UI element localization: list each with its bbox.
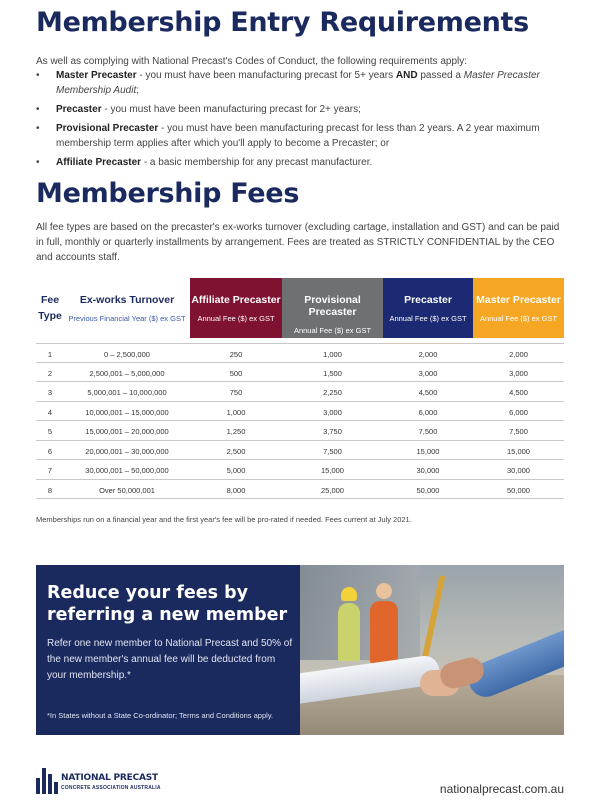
table-row xyxy=(36,480,564,500)
header-fee-type-line2: Type xyxy=(38,310,62,322)
cell-fee-type: 7 xyxy=(47,466,53,475)
header-provisional xyxy=(282,278,383,338)
cell-master: 2,000 xyxy=(509,350,528,359)
requirement-precaster xyxy=(36,102,556,117)
cell-affiliate: 750 xyxy=(229,388,243,397)
header-turnover-title: Ex-works Turnover xyxy=(79,294,175,306)
cell-precaster: 30,000 xyxy=(416,466,440,475)
cell-master: 50,000 xyxy=(507,485,530,495)
cell-turnover: 20,000,001 – 30,000,000 xyxy=(85,446,169,456)
header-precaster-sub: Annual Fee ($) ex GST xyxy=(389,314,467,323)
requirement-term: Master Precaster xyxy=(56,70,137,81)
header-affiliate-title: Affiliate Precaster xyxy=(191,294,281,306)
header-affiliate-sub: Annual Fee ($) ex GST xyxy=(197,314,275,323)
requirement-text: - you must have been manufacturing precast for 5+ years xyxy=(136,70,396,81)
header-provisional-sub: Annual Fee ($) ex GST xyxy=(293,326,372,335)
cell-affiliate: 500 xyxy=(229,368,243,378)
header-provisional-title: Provisional Precaster xyxy=(304,294,361,318)
cell-affiliate: 1,250 xyxy=(226,427,246,436)
fees-table xyxy=(36,278,564,499)
cell-precaster: 3,000 xyxy=(418,368,438,378)
cell-fee-type: 5 xyxy=(47,427,53,436)
header-fee-type xyxy=(36,278,64,338)
cell-provisional: 1,000 xyxy=(323,350,342,359)
header-fee-type-line1: Fee xyxy=(40,294,60,306)
photo-worker-head xyxy=(376,583,392,599)
cell-turnover: Over 50,000,001 xyxy=(99,485,155,495)
photo-crane xyxy=(421,575,446,664)
cell-fee-type: 3 xyxy=(47,388,53,397)
referral-promo xyxy=(36,565,564,735)
requirement-text: - you must have been manufacturing precast for less than 2 years. A 2 year maximum membership term applies after which you'll apply to become a Precaster; or xyxy=(56,123,540,149)
bullet: • xyxy=(36,123,40,134)
cell-master: 3,000 xyxy=(509,368,528,378)
table-row xyxy=(36,441,564,461)
logo-bars-icon xyxy=(36,768,58,794)
cell-precaster: 2,000 xyxy=(418,350,438,359)
cell-precaster: 4,500 xyxy=(418,388,438,397)
cell-fee-type: 6 xyxy=(47,446,53,456)
cell-fee-type: 2 xyxy=(47,368,53,378)
cell-provisional: 3,000 xyxy=(323,407,342,417)
requirement-strong: AND xyxy=(395,70,418,81)
fees-footnote: Memberships run on a financial year and the first year's fee will be pro-rated if needed. Fees current at July 2021. xyxy=(36,515,412,524)
promo-title: Reduce your fees by referring a new member xyxy=(47,583,288,625)
cell-turnover: 5,000,001 – 10,000,000 xyxy=(87,388,167,397)
photo-hardhat xyxy=(341,587,357,601)
requirement-text: - you must have been manufacturing precast for 2+ years; xyxy=(101,104,361,115)
table-row xyxy=(36,363,564,383)
photo-building xyxy=(300,565,420,660)
cell-affiliate: 5,000 xyxy=(226,466,246,475)
national-precast-logo xyxy=(36,768,186,794)
cell-provisional: 1,500 xyxy=(323,368,342,378)
requirement-master xyxy=(36,68,556,98)
requirement-term: Affiliate Precaster xyxy=(56,157,142,168)
cell-fee-type: 1 xyxy=(47,350,53,359)
table-row xyxy=(36,460,564,480)
requirement-text: passed a xyxy=(417,70,464,81)
table-row xyxy=(36,421,564,441)
cell-affiliate: 1,000 xyxy=(226,407,246,417)
requirement-text: - a basic membership for any precast manufacturer. xyxy=(141,157,373,168)
fees-intro: All fee types are based on the precaster's ex-works turnover (excluding cartage, installation and GST) and can be paid in full, monthly or quarterly installments by arrangement. Fees are treated as STRICTLY CONFIDENTIAL by the CEO and accounts staff. xyxy=(36,222,560,263)
cell-provisional: 2,250 xyxy=(323,388,342,397)
cell-precaster: 50,000 xyxy=(416,485,440,495)
logo-subtitle: CONCRETE ASSOCIATION AUSTRALIA xyxy=(61,785,161,791)
cell-provisional: 3,750 xyxy=(323,427,342,436)
cell-master: 7,500 xyxy=(509,427,528,436)
photo-worker xyxy=(338,603,360,661)
requirement-text: ; xyxy=(136,85,140,96)
table-row xyxy=(36,382,564,402)
cell-master: 4,500 xyxy=(509,388,528,397)
header-precaster xyxy=(383,278,473,338)
promo-terms: *In States without a State Co-ordinator; Terms and Conditions apply. xyxy=(47,711,274,720)
website-link[interactable]: nationalprecast.com.au xyxy=(439,782,564,796)
cell-fee-type: 8 xyxy=(47,485,53,495)
cell-master: 15,000 xyxy=(507,446,530,456)
requirement-emphasis: Master Precaster Membership Audit xyxy=(56,70,540,96)
cell-turnover: 10,000,001 – 15,000,000 xyxy=(85,407,169,417)
requirement-term: Precaster xyxy=(56,104,102,115)
fees-table-header xyxy=(36,278,564,338)
bullet: • xyxy=(36,104,40,115)
table-row xyxy=(36,402,564,422)
cell-master: 30,000 xyxy=(507,466,530,475)
requirements-list xyxy=(36,68,556,174)
requirement-term: Provisional Precaster xyxy=(56,123,159,134)
cell-affiliate: 2,500 xyxy=(226,446,246,456)
cell-precaster: 7,500 xyxy=(418,427,438,436)
cell-precaster: 6,000 xyxy=(418,407,438,417)
requirement-affiliate xyxy=(36,155,556,170)
cell-turnover: 2,500,001 – 5,000,000 xyxy=(89,368,165,378)
cell-affiliate: 8,000 xyxy=(226,485,246,495)
cell-turnover: 0 – 2,500,000 xyxy=(104,350,150,359)
fees-table-body xyxy=(36,343,564,499)
header-master xyxy=(473,278,564,338)
header-precaster-title: Precaster xyxy=(404,294,452,306)
cell-affiliate: 250 xyxy=(229,350,243,359)
table-row xyxy=(36,343,564,363)
requirements-title: Membership Entry Requirements xyxy=(36,7,529,38)
requirement-provisional xyxy=(36,121,556,151)
logo-name: NATIONAL PRECAST xyxy=(61,773,158,783)
cell-turnover: 30,000,001 – 50,000,000 xyxy=(85,466,169,475)
requirements-intro: As well as complying with National Precast's Codes of Conduct, the following requirements apply: xyxy=(36,56,468,67)
header-affiliate xyxy=(190,278,282,338)
header-master-sub: Annual Fee ($) ex GST xyxy=(479,314,558,323)
cell-master: 6,000 xyxy=(509,407,528,417)
header-turnover xyxy=(64,278,190,338)
cell-fee-type: 4 xyxy=(47,407,53,417)
promo-body: Refer one new member to National Precast and 50% of the new member's annual fee will be deducted from your membership.* xyxy=(47,638,293,681)
cell-provisional: 15,000 xyxy=(321,466,344,475)
bullet: • xyxy=(36,157,40,168)
fees-title: Membership Fees xyxy=(36,178,300,209)
handshake-photo xyxy=(300,565,564,735)
photo-worker xyxy=(370,601,398,663)
cell-provisional: 25,000 xyxy=(321,485,344,495)
header-master-title: Master Precaster xyxy=(476,294,561,306)
cell-provisional: 7,500 xyxy=(323,446,342,456)
bullet: • xyxy=(36,70,40,81)
cell-precaster: 15,000 xyxy=(416,446,440,456)
header-turnover-sub: Previous Financial Year ($) ex GST xyxy=(68,314,186,323)
cell-turnover: 15,000,001 – 20,000,000 xyxy=(85,427,169,436)
